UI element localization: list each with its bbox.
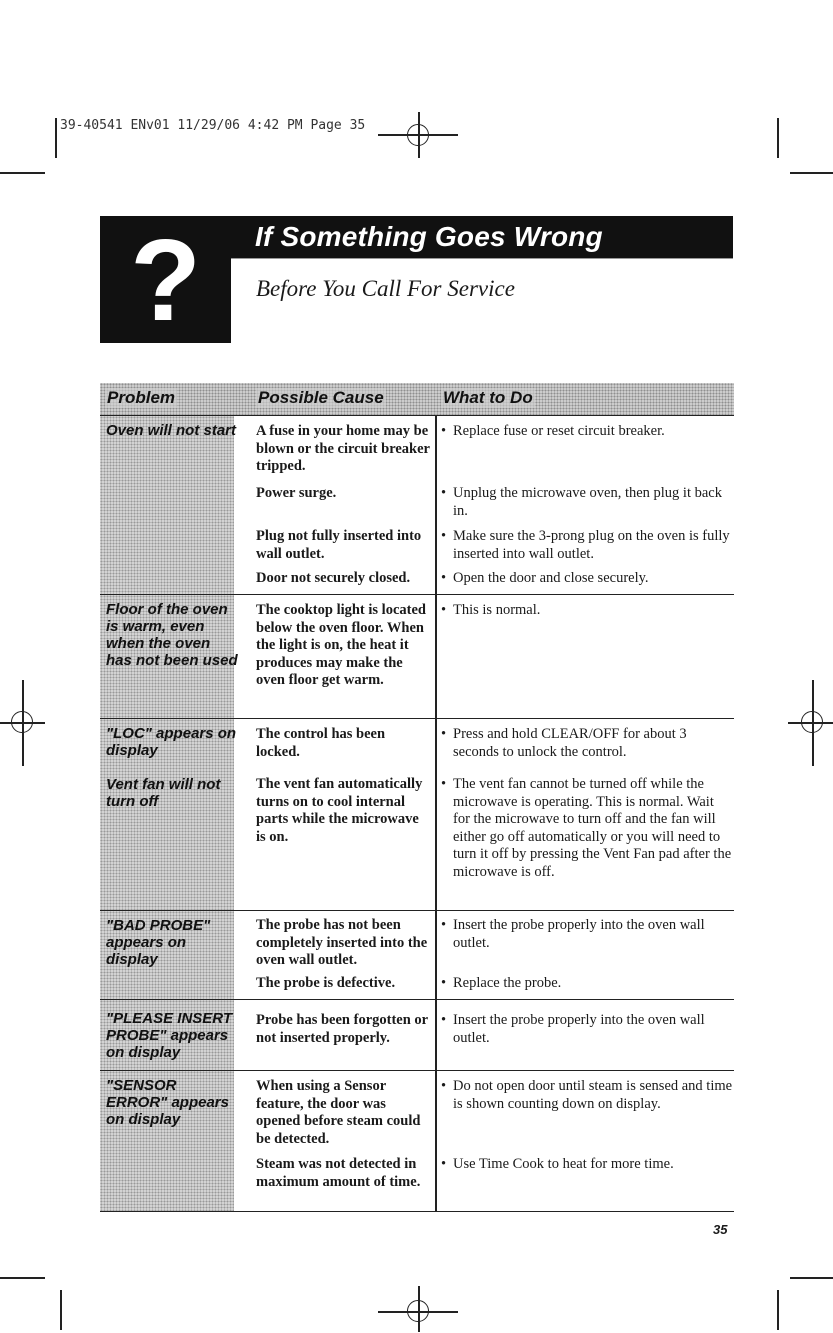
column-header-possible-cause: Possible Cause bbox=[258, 388, 384, 407]
todo-cell: • Press and hold CLEAR/OFF for about 3 seconds to unlock the control. bbox=[441, 726, 733, 761]
table-row bbox=[100, 416, 734, 595]
todo-cell: • Unplug the microwave oven, then plug it back in. bbox=[441, 485, 733, 520]
cause-cell: The probe has not been completely inserted into the oven wall outlet. bbox=[256, 917, 428, 968]
problem-cell: "SENSOR ERROR" appears on display bbox=[106, 1077, 229, 1128]
cause-cell: When using a Sensor feature, the door was opened before steam could be detected. bbox=[256, 1078, 421, 1147]
cause-cell: The cooktop light is located below the oven floor. When the light is on, the heat it produces may make the oven floor get warm. bbox=[256, 602, 426, 688]
todo-cell: • Make sure the 3-prong plug on the oven is fully inserted into wall outlet. bbox=[441, 528, 733, 563]
problem-cell: Oven will not start bbox=[106, 422, 237, 439]
page-subtitle: Before You Call For Service bbox=[256, 276, 515, 301]
cause-cell: A fuse in your home may be blown or the circuit breaker tripped. bbox=[256, 423, 430, 474]
todo-cell: • Use Time Cook to heat for more time. bbox=[441, 1156, 733, 1174]
crop-mark bbox=[60, 1290, 62, 1330]
cause-cell: The vent fan automatically turns on to cool internal parts while the microwave is on. bbox=[256, 776, 423, 845]
column-header-what-to-do: What to Do bbox=[443, 388, 533, 407]
cause-cell: The probe is defective. bbox=[256, 975, 396, 991]
problem-cell: "LOC" appears on display bbox=[106, 725, 237, 759]
cause-cell: Steam was not detected in maximum amount of time. bbox=[256, 1156, 421, 1190]
table-row bbox=[100, 595, 734, 719]
title-rule bbox=[231, 258, 733, 259]
table-header bbox=[100, 383, 734, 416]
cause-cell: Door not securely closed. bbox=[256, 570, 411, 586]
cause-cell: Probe has been forgotten or not inserted properly. bbox=[256, 1012, 428, 1046]
column-header-problem: Problem bbox=[107, 388, 176, 407]
table-row bbox=[100, 911, 734, 1000]
page-number: 35 bbox=[713, 1222, 728, 1237]
crop-mark bbox=[790, 172, 833, 174]
print-slug: 39-40541 ENv01 11/29/06 4:42 PM Page 35 bbox=[60, 118, 366, 133]
table-row bbox=[100, 773, 734, 911]
page-title: If Something Goes Wrong bbox=[255, 221, 603, 252]
cause-cell: Power surge. bbox=[256, 485, 337, 501]
crop-mark bbox=[777, 118, 779, 158]
table-row bbox=[100, 1071, 734, 1212]
todo-cell: • Do not open door until steam is sensed and time is shown counting down on display. bbox=[441, 1078, 733, 1113]
problem-cell: "BAD PROBE" appears on display bbox=[106, 917, 211, 968]
todo-cell: • This is normal. bbox=[441, 602, 733, 620]
todo-cell: • The vent fan cannot be turned off while the microwave is operating. This is normal. Wait for the microwave to turn off and the fan will either go off automatically or you will need to turn it off by pressing the Vent Fan pad after the microwave is off. bbox=[441, 776, 733, 881]
problem-cell: Vent fan will not turn off bbox=[106, 776, 221, 810]
cause-cell: The control has been locked. bbox=[256, 726, 386, 760]
problem-cell: Floor of the oven is warm, even when the oven has not been used bbox=[106, 601, 238, 669]
table-row bbox=[100, 719, 734, 773]
todo-cell: • Replace the probe. bbox=[441, 975, 733, 993]
troubleshooting-table bbox=[100, 383, 734, 1212]
crop-mark bbox=[0, 172, 45, 174]
title-bar bbox=[231, 216, 733, 258]
problem-cell: "PLEASE INSERT PROBE" appears on display bbox=[106, 1010, 233, 1061]
crop-mark bbox=[777, 1290, 779, 1330]
crop-mark bbox=[55, 118, 57, 158]
crop-mark bbox=[790, 1277, 833, 1279]
crop-mark bbox=[0, 1277, 45, 1279]
todo-cell: • Insert the probe properly into the oven wall outlet. bbox=[441, 1012, 733, 1047]
table-row bbox=[100, 1000, 734, 1071]
cause-cell: Plug not fully inserted into wall outlet. bbox=[256, 528, 422, 562]
todo-cell: • Replace fuse or reset circuit breaker. bbox=[441, 423, 733, 441]
todo-cell: • Insert the probe properly into the oven wall outlet. bbox=[441, 917, 733, 952]
todo-cell: • Open the door and close securely. bbox=[441, 570, 733, 588]
question-mark-icon: ? bbox=[100, 216, 231, 343]
